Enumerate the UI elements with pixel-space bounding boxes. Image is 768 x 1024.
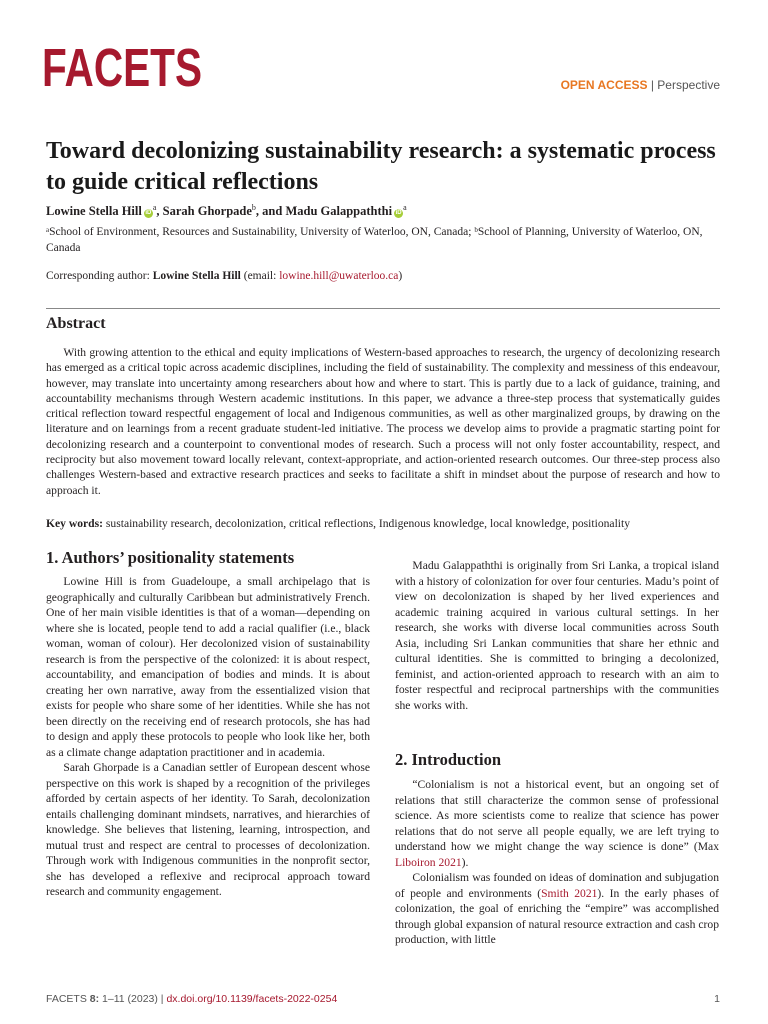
author-affiliation-mark: a <box>403 203 407 212</box>
paragraph-text: Colonialism was founded on ideas of domination and subjugation of people and environments ( <box>395 871 719 900</box>
corresponding-author <box>46 270 402 282</box>
footer-pages: 1–11 (2023) | <box>99 993 167 1005</box>
paragraph: Madu Galappaththi is originally from Sri Lanka, a tropical island with a history of colonization for over four centuries. Madu’s point of view on decolonization is shaped by her lived experiences and academic training acquired in various cultural settings. In her research, she works with diverse local communities across South Asia, including Sri Lankan communities that share her ethnic and cultural identities. She is committed to bringing a decolonized, feminist, and action-oriented approach to research with an aim to foster respectful and reciprocal partnerships with the communities she works with. <box>395 559 719 712</box>
citation-link[interactable]: Liboiron 2021 <box>395 855 462 869</box>
keywords-text: sustainability research, decolonization, critical reflections, Indigenous knowledge, local knowledge, positionality <box>103 517 631 530</box>
footer-volume: 8: <box>86 993 100 1005</box>
author-affiliation-mark: b <box>251 203 256 212</box>
right-column-bottom <box>395 777 719 948</box>
abstract-heading: Abstract <box>46 315 106 332</box>
email-link[interactable]: lowine.hill@uwaterloo.ca <box>279 270 399 282</box>
orcid-icon[interactable]: iD <box>395 210 402 217</box>
page-number: 1 <box>714 993 720 1005</box>
left-column <box>46 574 370 900</box>
article-title: Toward decolonizing sustainability research: a systematic process to guide critical reflections <box>46 138 716 195</box>
email-prefix: (email: <box>240 270 280 282</box>
author-name: Lowine Stella Hill <box>46 204 142 219</box>
facets-logo-graphic <box>42 42 242 92</box>
author-affiliation-mark: a <box>152 203 157 212</box>
affiliations: ᵃSchool of Environment, Resources and Sustainability, University of Waterloo, ON, Canada; ᵇSchool of Planning, University of Waterloo, ON, Canada <box>46 226 703 254</box>
right-column-top <box>395 558 719 713</box>
facets-logo <box>42 42 242 92</box>
paragraph <box>395 870 719 948</box>
open-access-badge: OPEN ACCESS <box>560 78 648 92</box>
orcid-icon[interactable]: iD <box>145 210 152 217</box>
logo-text: FACETS <box>42 42 202 92</box>
header-divider <box>46 308 720 309</box>
paragraph: Lowine Hill is from Guadeloupe, a small archipelago that is geographically and culturally Caribbean but administratively French. One of her main visible identities is that of a woman—depending on where she is located, people tend to add a racial qualifier (i.e., black woman, woman of colour). Her decolonized vision of sustainability research is from the perspective of the colonized: it is about respect, accountability, and emancipation of bodies and minds. It is about creating her own narrative, away from the essentialized vision that exists for people who share some of her identities. While she has not been directly on the receiving end of research protocols, she has had to design and apply these protocols to people who look like her, both as a climate change adaptation practitioner and in academia. <box>46 575 370 759</box>
paragraph-text: ). In the early phases of colonization, the goal of enriching the “empire” was accomplished through global expansion of natural resource extraction and cash crop production, with little <box>395 886 719 946</box>
author-separator: , <box>156 204 163 219</box>
citation-link[interactable]: Smith 2021 <box>541 886 598 900</box>
paragraph-text: ). <box>461 855 469 869</box>
footer <box>46 993 337 1005</box>
paragraph <box>395 777 719 870</box>
section-heading-introduction: 2. Introduction <box>395 750 502 769</box>
author-name: Sarah Ghorpade <box>162 204 252 219</box>
email-suffix: ) <box>398 270 403 282</box>
section-heading-positionality: 1. Authors’ positionality statements <box>46 548 295 567</box>
footer-journal: FACETS <box>46 993 87 1005</box>
keywords-label: Key words: <box>46 517 103 530</box>
author-name: Madu Galappaththi <box>285 204 393 219</box>
author-list <box>46 203 407 219</box>
doi-link[interactable]: dx.doi.org/10.1139/facets-2022-0254 <box>166 993 338 1005</box>
article-type: Perspective <box>657 78 720 92</box>
access-label <box>561 78 720 92</box>
corresponding-label: Corresponding author: <box>46 270 153 282</box>
paragraph: Sarah Ghorpade is a Canadian settler of European descent whose perspective on this work is shaped by a recognition of the privileges afforded by certain aspects of her identity. To Sarah, decolonization entails challenging dominant mindsets, narratives, and hierarchies of knowledge. She believes that listening, learning, introspection, and mutual trust and respect are central to processes of decolonization. Through work with Indigenous communities in the nonprofit sector, she has developed a reflexive and reciprocal approach toward research and community engagement. <box>46 761 370 898</box>
access-separator: | <box>647 78 658 92</box>
paragraph-text: “Colonialism is not a historical event, but an ongoing set of relations that still characterize the common sense of professional science. As more scientists come to realize that science has power relations that do not serve all people equally, we are left trying to understand how we might change the way science is done” (Max <box>395 778 719 853</box>
keywords <box>46 517 726 530</box>
corresponding-name: Lowine Stella Hill <box>152 270 241 282</box>
author-separator: , and <box>255 204 286 219</box>
abstract-text: With growing attention to the ethical and equity implications of Western-based approaches to research, the urgency of decolonizing research has emerged as a critical topic across academic disciplines, including the field of sustainability. The complexity and messiness of this endeavour, however, may translate into uncertainty among researchers about how and where to start. This is partly due to a lack of guidance, training, and accountability mechanisms through Western academic institutions. In this paper, we advance a three-step process that systematically guides critical reflection toward respectful engagement of local and Indigenous communities, as well as other marginalized groups, by drawing on the literature and on learnings from a recent graduate student-led initiative. The process we develop aims to provide a pragmatic starting point for decolonizing research and a counterpoint to conventional modes of research. Such a process will not only foster accountability, respect, and reciprocity but also movement toward locally relevant, context-appropriate, and action-oriented research outcomes. Our three-step process also challenges Western-based and extractive research practices and seeks to facilitate a shift in mindset about the purpose of research and how to approach it. <box>46 346 720 497</box>
